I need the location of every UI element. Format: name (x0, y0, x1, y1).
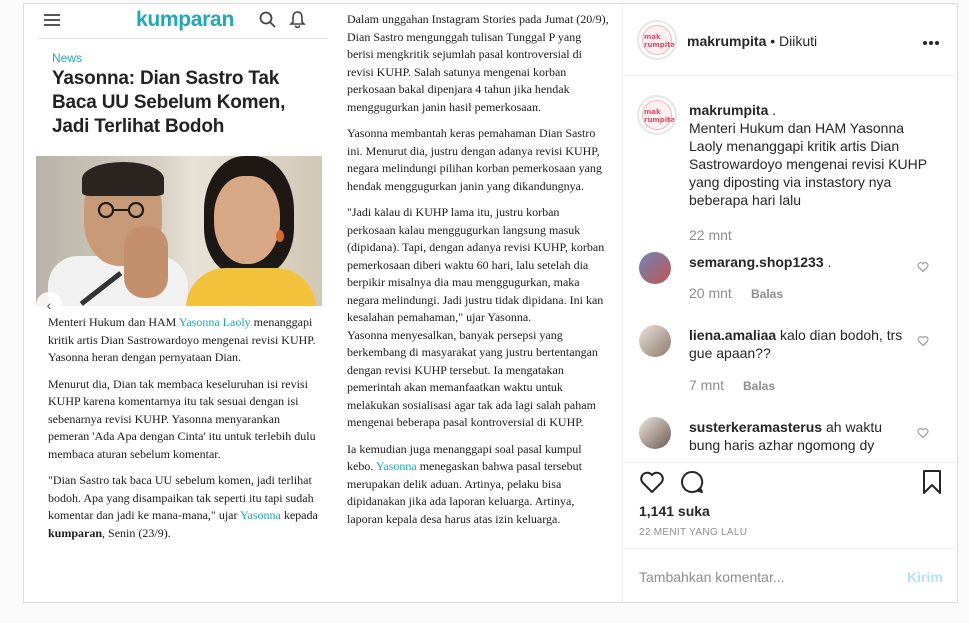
comment-input[interactable] (639, 567, 879, 587)
news-topbar (24, 4, 328, 38)
heart-icon[interactable] (639, 469, 665, 495)
caption-username[interactable]: makrumpita (689, 102, 769, 118)
comment-item: liena.amaliaa kalo dian bodoh, trs gue apaan?? (689, 327, 903, 361)
caption-avatar[interactable]: mak rumpita (637, 95, 677, 135)
avatar[interactable]: mak rumpita (637, 20, 677, 60)
divider (38, 38, 328, 39)
heart-icon[interactable] (917, 261, 929, 273)
avatar[interactable] (639, 417, 671, 449)
hamburger-icon (44, 14, 60, 27)
avatar[interactable] (639, 252, 671, 284)
news-article-right: Dalam unggahan Instagram Stories pada Jumat (20/9), Dian Sastro mengunggah tulisan Tunggal P yang berisi mengkritik sejumlah pasal kontroversial di revisi KUHP. Salah satunya mengenai korban perkosaan bakal dipenjara 4 tahun jika hendak menggugurkan janin hasil pemerkosaan. Yasonna membantah keras pemahaman Dian Sastro ini. Menurut dia, justru dengan adanya revisi KUHP, negara melindungi pilihan korban pemerkosaan yang hendak menggugurkan janin yang dikandungnya. "Jadi kalau di KUHP lama itu, justru korban perkosaan kalau menggugurkan langsung masuk (dipidana). Tapi, dengan adanya revisi KUHP, korban pemerkosaan diberi waktu 60 hari, lalu setelah dia berpikir misalnya dia mau menggugurkan, maka negara melindungi. Jadi justru tidak dipidana. Ini kan kesalahan pemahaman," ujar Yasonna. Yasonna menyesalkan, banyak persepsi yang berkembang di masyarakat yang justru bertentangan dengan revisi KUHP tersebut. Ia mengatakan pemerintah akan memanfaatkan waktu untuk melakukan sosialisasi agar tak ada lagi salah paham mengenai beberapa pasal kontroversial di KUHP. Ia kemudian juga menanggapi soal pasal kumpul kebo. Yasonna menegaskan bahwa pasal tersebut merupakan delik aduan. Artinya, pelaku bisa dipidanakan jika ada laporan keluarga. Artinya, laporan kepala desa harus atas izin keluarga. (347, 12, 609, 526)
post-header (623, 4, 958, 76)
news-category: News (52, 51, 83, 65)
search-icon (259, 11, 276, 28)
post-actions (623, 462, 958, 562)
heart-icon[interactable] (917, 427, 929, 439)
previous-arrow-icon[interactable]: ‹ (36, 292, 62, 318)
add-comment-bar (623, 548, 958, 602)
comment-icon[interactable] (679, 469, 705, 495)
post-sidebar (622, 4, 957, 602)
post-timestamp: 22 MENIT YANG LALU (639, 527, 748, 538)
news-headline: Yasonna: Dian Sastro Tak Baca UU Sebelum Komen, Jadi Terlihat Bodoh (52, 68, 286, 137)
news-article-left: Menteri Hukum dan HAM Yasonna Laoly menanggapi kritik artis Dian Sastrowardoyo mengenai revisi KUHP. Yasonna heran dengan pernyataan Dian. Menurut dia, Dian tak membaca keseluruhan isi revisi KUHP karena komentarnya itu tak sesuai dengan isi sebenarnya revisi KUHP. Yasonna menyarankan pemeran 'Ada Apa dengan Cinta' itu untuk terlebih dulu membaca aturan sebelum komentar. "Dian Sastro tak baca UU sebelum komen, jadi terlihat bodoh. Apa yang disampaikan tak seperti itu tapi sudah komentar dan jadi ke mana-mana," ujar Yasonna kepada kumparan, Senin (23/9). (48, 315, 318, 540)
comment-time: 7 mnt (689, 377, 725, 393)
comment-time: 20 mnt (689, 285, 732, 301)
post-media[interactable] (24, 4, 622, 602)
instagram-post-card (23, 3, 958, 603)
comment-item: susterkeramasterus ah waktu bung haris azhar ngomong dy (689, 419, 883, 453)
like-count[interactable]: 1,141 suka (639, 503, 710, 519)
comment-username[interactable]: liena.amaliaa (689, 327, 777, 343)
caption-time: 22 mnt (689, 227, 732, 243)
bell-icon (289, 10, 306, 28)
avatar[interactable] (639, 325, 671, 357)
reply-button[interactable]: Balas (743, 379, 776, 393)
link-yasonna-laoly: Yasonna Laoly (178, 315, 251, 329)
heart-icon[interactable] (917, 335, 929, 347)
kumparan-logo: kumparan (136, 8, 234, 31)
post-author: makrumpita • Diikuti (687, 33, 818, 49)
news-photo (36, 156, 322, 306)
news-left-column (24, 4, 328, 602)
comment-username[interactable]: semarang.shop1233 (689, 254, 824, 270)
post-caption: makrumpita . Menteri Hukum dan HAM Yasonna Laoly menanggapi kritik artis Dian Sastrowardoyo mengenai revisi KUHP yang diposting via instastory nya beberapa hari lalu (689, 102, 927, 208)
author-username[interactable]: makrumpita (687, 33, 767, 49)
bookmark-icon[interactable] (921, 469, 943, 495)
reply-button[interactable]: Balas (751, 287, 784, 301)
comment-item: semarang.shop1233 . (689, 254, 832, 270)
post-comment-button[interactable]: Kirim (907, 569, 943, 585)
follow-status[interactable]: Diikuti (779, 33, 818, 49)
comments-list[interactable] (623, 77, 958, 462)
more-options-icon[interactable] (923, 32, 943, 40)
comment-username[interactable]: susterkeramasterus (689, 419, 823, 435)
